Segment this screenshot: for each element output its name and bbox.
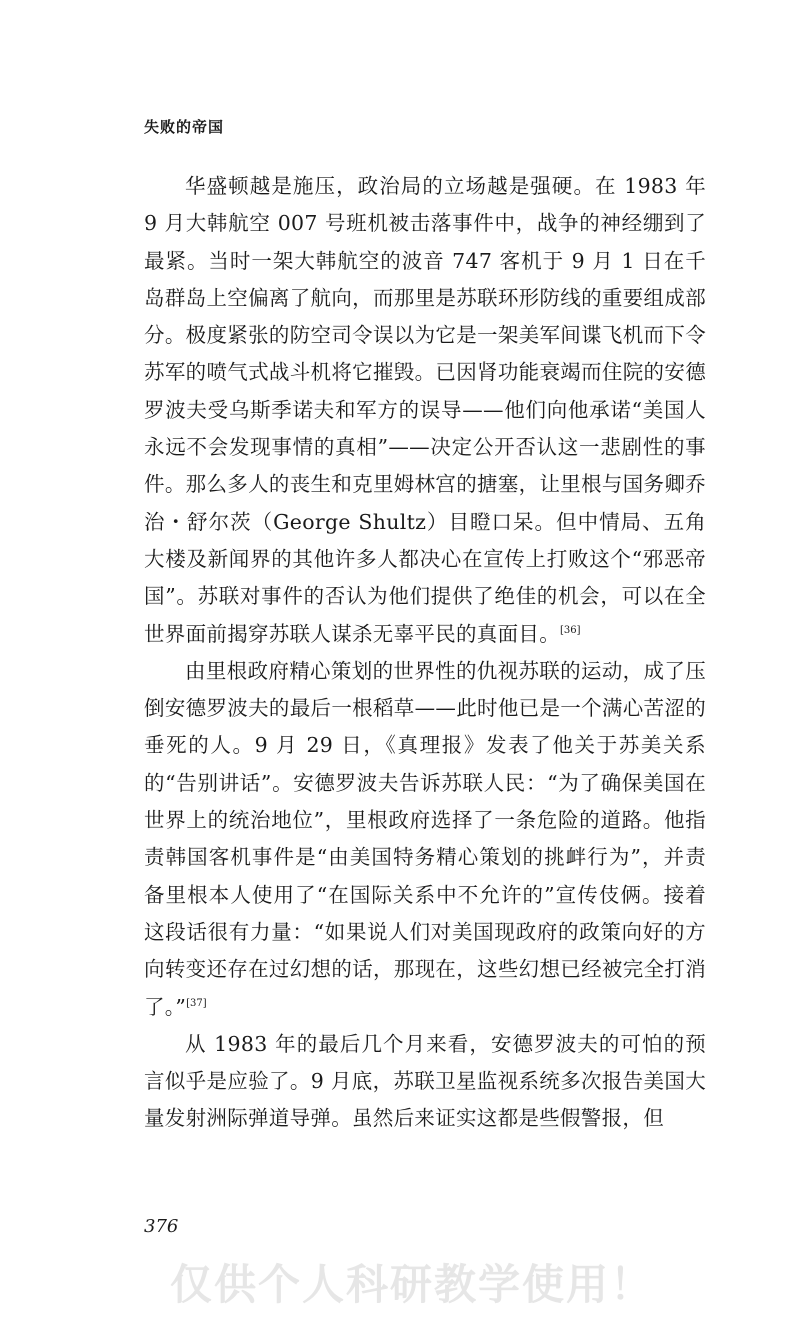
paragraph [144, 168, 706, 653]
running-header: 失败的帝国 [144, 118, 225, 136]
paragraph-text: 华盛顿越是施压，政治局的立场越是强硬。在 1983 年 9 月大韩航空 007 号班机被击落事件中，战争的神经绷到了最紧。当时一架大韩航空的波音 747 客机于 9 月 1 日在千岛群岛上空偏离了航向，而那里是苏联环形防线的重要组成部分。极度紧张的防空司令误以为它是一架美军间谍飞机而下令苏军的喷气式战斗机将它摧毁。已因肾功能衰竭而住院的安德罗波夫受乌斯季诺夫和军方的误导——他们向他承诺“美国人永远不会发现事情的真相”——决定公开否认这一悲剧性的事件。那么多人的丧生和克里姆林宫的搪塞，让里根与国务卿乔治・舒尔茨（George Shultz）目瞪口呆。但中情局、五角大楼及新闻界的其他许多人都决心在宣传上打败这个“邪恶帝国”。苏联对事件的否认为他们提供了绝佳的机会，可以在全世界面前揭穿苏联人谋杀无辜平民的真面目。 [144, 174, 706, 646]
watermark: 仅供个人科研教学使用！ [170, 1260, 655, 1309]
paragraph-text: 由里根政府精心策划的世界性的仇视苏联的运动，成了压倒安德罗波夫的最后一根稻草——此时他已是一个满心苦涩的垂死的人。9 月 29 日，《真理报》发表了他关于苏美关系的“告别讲话”。安德罗波夫告诉苏联人民：“为了确保美国在世界上的统治地位”，里根政府选择了一条危险的道路。他指责韩国客机事件是“由美国特务精心策划的挑衅行为”，并责备里根本人使用了“在国际关系中不允许的”宣传伎俩。接着这段话很有力量：“如果说人们对美国现政府的政策向好的方向转变还存在过幻想的话，那现在，这些幻想已经被完全打消了。” [144, 658, 706, 1019]
paragraph [144, 1026, 706, 1138]
footnote-ref: [36] [560, 624, 581, 636]
footnote-ref: [37] [186, 997, 207, 1009]
paragraph-text: 从 1983 年的最后几个月来看，安德罗波夫的可怕的预言似乎是应验了。9 月底，苏联卫星监视系统多次报告美国大量发射洲际弹道导弹。虽然后来证实这都是些假警报，但 [144, 1031, 706, 1131]
paragraph [144, 653, 706, 1026]
body-text [144, 168, 706, 1138]
page-number: 376 [144, 1216, 179, 1237]
